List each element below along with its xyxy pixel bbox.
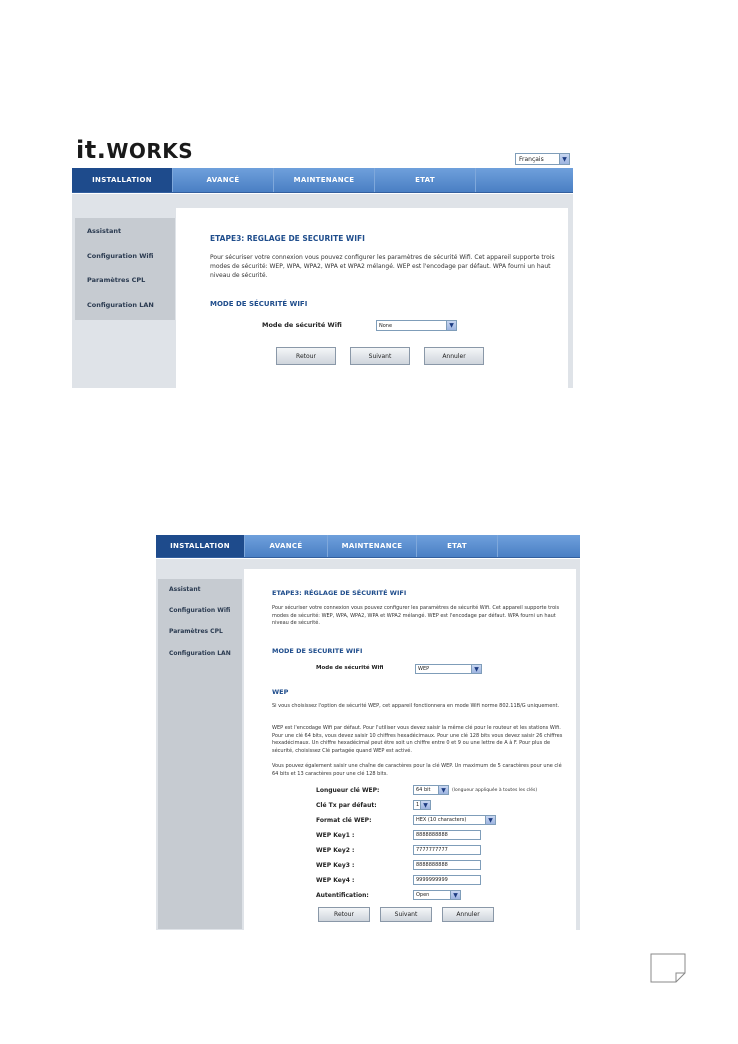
chevron-down-icon: ▼ <box>438 786 448 794</box>
sidebar-item-parametres-cpl[interactable]: Paramètres CPL <box>169 628 223 635</box>
tab-installation[interactable]: INSTALLATION <box>72 168 173 192</box>
sidebar <box>75 218 175 320</box>
wep-paragraph-3: Vous pouvez également saisir une chaîne de caractères pour la clé WEP. Un maximum de 5 caractères pour une clé 64 bits et 13 caractères pour une clé 128 bits. <box>272 763 562 777</box>
chevron-down-icon: ▼ <box>420 801 430 809</box>
tab-etat[interactable]: ETAT <box>417 535 498 557</box>
content-panel <box>176 208 568 388</box>
chevron-down-icon: ▼ <box>471 665 481 673</box>
tx-key-label: Clé Tx par défaut: <box>316 802 377 809</box>
annuler-button[interactable]: Annuler <box>424 347 484 365</box>
format-select[interactable] <box>413 815 496 825</box>
tab-installation[interactable]: INSTALLATION <box>156 535 245 557</box>
wep-paragraph-2: WEP est l'encodage Wifi par défaut. Pour l'utiliser vous devez saisir la même clé pour le routeur et les stations Wifi. Pour une clé 64 bits, vous devez saisir 10 chiffres hexadécimaux. Pour une clé 128 bits vous devez saisir 26 chiffres hexadécimaux. Un chiffre hexadécimal peut être soit un chiffre entre 0 et 9 ou une lettre de A à F. Pour plus de sécurité, choisissez Clé partagée quand WEP est activé. <box>272 725 563 754</box>
wep-key2-input[interactable]: 7777777777 <box>413 845 481 855</box>
mode-select[interactable] <box>415 664 482 674</box>
wep-section-title: WEP <box>272 688 289 696</box>
section-title: MODE DE SÉCURITÉ WIFI <box>210 300 308 308</box>
itworks-logo: it.WORKS <box>76 136 194 164</box>
chevron-down-icon: ▼ <box>450 891 460 899</box>
language-value: Français <box>519 155 544 163</box>
mode-label: Mode de sécurité Wifi <box>316 665 384 671</box>
wep-key3-input[interactable]: 8888888888 <box>413 860 481 870</box>
mode-value: None <box>379 322 393 329</box>
main-nav <box>156 535 580 558</box>
content-panel <box>244 569 576 930</box>
mode-select[interactable] <box>376 320 457 331</box>
tx-key-value: 1 <box>416 802 420 808</box>
tab-etat[interactable]: ETAT <box>375 168 476 192</box>
wep-key4-input[interactable]: 9999999999 <box>413 875 481 885</box>
screenshot-installation-wifi-wep <box>156 533 580 930</box>
wep-paragraph-1: Si vous choisissez l'option de sécurité WEP, cet appareil fonctionnera en mode Wifi norme 802.11B/G uniquement. <box>272 703 560 709</box>
key-length-value: 64 bit <box>416 787 431 793</box>
language-select[interactable] <box>515 153 570 165</box>
wep-key1-label: WEP Key1 : <box>316 832 355 839</box>
mode-label: Mode de sécurité Wifi <box>262 321 342 329</box>
key-length-select[interactable] <box>413 785 449 795</box>
intro-text: Pour sécuriser votre connexion vous pouvez configurer les paramètres de sécurité Wifi. Cet appareil supporte trois modes de sécurité: WEP, WPA, WPA2, WPA et WPA2 mélangé. WEP est l'encodage par défaut. WPA fourni un haut niveau de sécurité. <box>210 254 555 279</box>
intro-text: Pour sécuriser votre connexion vous pouvez configurer les paramètres de sécurité Wifi. Cet appareil supporte trois modes de sécurité: WEP, WPA, WPA2, WPA et WPA2 mélangé. WEP est l'encodage par défaut. WPA fourni un haut niveau de sécurité. <box>272 605 560 626</box>
retour-button[interactable]: Retour <box>276 347 336 365</box>
wep-key1-input[interactable]: 8888888888 <box>413 830 481 840</box>
tab-avance[interactable]: AVANCÉ <box>245 535 328 557</box>
mode-value: WEP <box>418 666 430 672</box>
chevron-down-icon: ▼ <box>485 816 495 824</box>
auth-value: Open <box>416 892 430 898</box>
page-corner-icon <box>650 953 686 983</box>
suivant-button[interactable]: Suivant <box>350 347 410 365</box>
tab-maintenance[interactable]: MAINTENANCE <box>328 535 417 557</box>
wep-key4-label: WEP Key4 : <box>316 877 355 884</box>
auth-select[interactable] <box>413 890 461 900</box>
key-length-note: (longueur appliquée à toutes les clés) <box>452 788 538 793</box>
format-label: Format clé WEP: <box>316 817 372 824</box>
sidebar-item-parametres-cpl[interactable]: Paramètres CPL <box>87 276 146 284</box>
page-title: ETAPE3: RÉGLAGE DE SÉCURITÉ WIFI <box>272 589 407 597</box>
format-value: HEX (10 characters) <box>416 817 467 823</box>
tab-maintenance[interactable]: MAINTENANCE <box>274 168 375 192</box>
sidebar-item-configuration-lan[interactable]: Configuration LAN <box>87 301 154 309</box>
auth-label: Autentification: <box>316 892 369 899</box>
sidebar-item-configuration-wifi[interactable]: Configuration Wifi <box>169 607 231 614</box>
tx-key-select[interactable] <box>413 800 431 810</box>
wep-key3-label: WEP Key3 : <box>316 862 355 869</box>
annuler-button[interactable]: Annuler <box>442 907 494 922</box>
tab-avance[interactable]: AVANCÉ <box>173 168 274 192</box>
retour-button[interactable]: Retour <box>318 907 370 922</box>
chevron-down-icon: ▼ <box>559 154 569 164</box>
page-title: ETAPE3: REGLAGE DE SECURITE WIFI <box>210 234 365 243</box>
main-nav <box>72 168 573 193</box>
sidebar <box>158 579 242 929</box>
sidebar-item-configuration-lan[interactable]: Configuration LAN <box>169 650 231 657</box>
suivant-button[interactable]: Suivant <box>380 907 432 922</box>
sidebar-item-configuration-wifi[interactable]: Configuration Wifi <box>87 252 154 260</box>
chevron-down-icon: ▼ <box>446 321 456 330</box>
section-title: MODE DE SECURITE WIFI <box>272 647 363 655</box>
wep-key2-label: WEP Key2 : <box>316 847 355 854</box>
key-length-label: Longueur clé WEP: <box>316 787 380 794</box>
sidebar-item-assistant[interactable]: Assistant <box>87 227 122 235</box>
sidebar-item-assistant[interactable]: Assistant <box>169 586 201 593</box>
screenshot-installation-wifi-none <box>72 132 573 388</box>
